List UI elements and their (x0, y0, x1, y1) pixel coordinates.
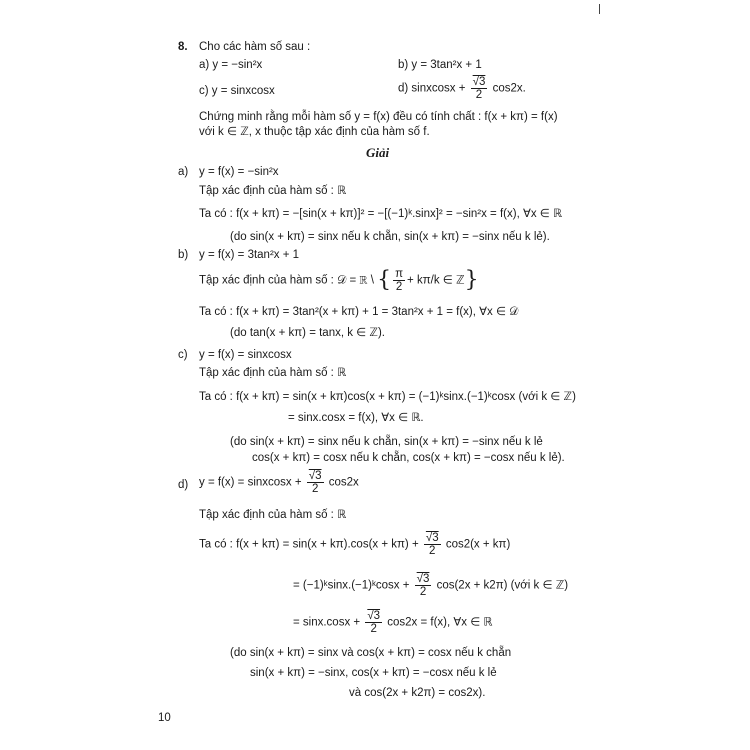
part-b-domain-post: + kπ/k ∈ ℤ (407, 274, 465, 287)
part-a-func: y = f(x) = −sin²x (199, 166, 279, 178)
part-a-label: a) (178, 166, 189, 178)
part-c-note1: (do sin(x + kπ) = sinx nếu k chẵn, sin(x + kπ) = −sinx nếu k lẻ (230, 436, 543, 448)
part-b-label: b) (178, 249, 189, 261)
part-d-line1 (199, 532, 510, 557)
fraction-numerator: √3 (308, 470, 322, 482)
corner-mark (599, 4, 600, 14)
part-d-func-post: cos2x (328, 476, 359, 489)
part-a-line1: Ta có : f(x + kπ) = −[sin(x + kπ)]² = −[(−1)ᵏ.sinx]² = −sin²x = f(x), ∀x ∈ ℝ (199, 208, 563, 220)
part-d-label: d) (178, 479, 189, 491)
part-c-line1: Ta có : f(x + kπ) = sin(x + kπ)cos(x + kπ) = (−1)ᵏsinx.(−1)ᵏcosx (với k ∈ ℤ) (199, 391, 576, 403)
fraction-denominator: 2 (370, 623, 377, 635)
problem-item-c: c) y = sinxcosx (199, 85, 275, 97)
part-a-domain: Tập xác định của hàm số : ℝ (199, 185, 347, 197)
page-number: 10 (158, 712, 171, 724)
part-d-line3-post: cos2x = f(x), ∀x ∈ ℝ (387, 616, 493, 629)
part-c-domain: Tập xác định của hàm số : ℝ (199, 367, 347, 379)
fraction (365, 610, 382, 635)
fraction-denominator: 2 (395, 281, 403, 293)
part-b-line1: Ta có : f(x + kπ) = 3tan²(x + kπ) + 1 = 3tan²x + 1 = f(x), ∀x ∈ 𝒟 (199, 306, 519, 318)
problem-item-d-pre: d) sinxcosx + (398, 82, 466, 95)
part-b-domain (199, 268, 479, 293)
part-d-line3 (293, 610, 493, 635)
part-c-label: c) (178, 349, 188, 361)
part-d-line1-pre: Ta có : f(x + kπ) = sin(x + kπ).cos(x + kπ) + (199, 538, 419, 551)
problem-statement-1: Chứng minh rằng mỗi hàm số y = f(x) đều có tính chất : f(x + kπ) = f(x) (199, 111, 558, 123)
part-d-line2-post: cos(2x + k2π) (với k ∈ ℤ) (436, 579, 569, 592)
part-c-func: y = f(x) = sinxcosx (199, 349, 292, 361)
fraction (307, 470, 324, 495)
part-b-func: y = f(x) = 3tan²x + 1 (199, 249, 300, 261)
fraction (415, 573, 432, 598)
part-d-note1: (do sin(x + kπ) = sinx và cos(x + kπ) = cosx nếu k chẵn (230, 647, 512, 659)
part-d-note3: và cos(2x + k2π) = cos2x). (349, 687, 486, 699)
fraction-numerator: √3 (425, 532, 439, 544)
fraction-numerator: π (395, 268, 404, 280)
problem-item-d-post: cos2x. (492, 82, 526, 95)
fraction-numerator: √3 (367, 610, 381, 622)
part-d-note2: sin(x + kπ) = −sinx, cos(x + kπ) = −cosx nếu k lẻ (250, 667, 497, 679)
part-d-func (199, 470, 359, 495)
problem-item-b: b) y = 3tan²x + 1 (398, 59, 482, 71)
fraction (471, 76, 488, 101)
fraction-numerator: √3 (416, 573, 430, 585)
solution-title: Giải (366, 145, 390, 160)
fraction (393, 268, 405, 293)
part-b-note: (do tan(x + kπ) = tanx, k ∈ ℤ). (230, 327, 385, 339)
fraction-denominator: 2 (429, 545, 436, 557)
fraction-denominator: 2 (311, 483, 319, 495)
fraction-numerator: √3 (472, 76, 486, 88)
part-b-domain-pre: Tập xác định của hàm số : 𝒟 = ℝ \ (199, 274, 374, 287)
fraction-denominator: 2 (475, 89, 483, 101)
left-brace: { (377, 267, 392, 293)
part-d-line1-post: cos2(x + kπ) (445, 538, 511, 551)
part-d-func-pre: y = f(x) = sinxcosx + (199, 476, 302, 489)
part-d-domain: Tập xác định của hàm số : ℝ (199, 509, 347, 521)
problem-item-d (398, 76, 526, 101)
part-c-line2: = sinx.cosx = f(x), ∀x ∈ ℝ. (288, 412, 424, 424)
fraction (424, 532, 441, 557)
right-brace: } (464, 267, 479, 293)
problem-statement-2: với k ∈ ℤ, x thuộc tập xác định của hàm số f. (199, 126, 430, 138)
part-c-note2: cos(x + kπ) = cosx nếu k chẵn, cos(x + kπ) = −cosx nếu k lẻ). (252, 452, 565, 464)
part-d-line3-pre: = sinx.cosx + (293, 616, 361, 629)
part-d-line2-pre: = (−1)ᵏsinx.(−1)ᵏcosx + (293, 579, 410, 592)
fraction-denominator: 2 (419, 586, 427, 598)
problem-number: 8. (178, 41, 188, 53)
part-d-line2 (293, 573, 568, 598)
problem-intro: Cho các hàm số sau : (199, 41, 311, 53)
part-a-note: (do sin(x + kπ) = sinx nếu k chẵn, sin(x + kπ) = −sinx nếu k lẻ). (230, 231, 550, 243)
problem-item-a: a) y = −sin²x (199, 59, 263, 71)
